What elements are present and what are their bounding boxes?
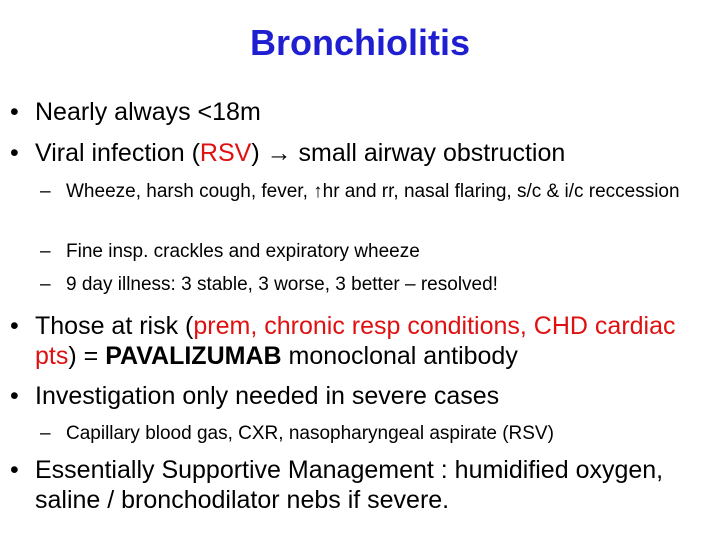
sub-bullet-illness-course [40,274,710,296]
bullet-mark: • [10,98,19,126]
highlight-risk-groups: prem, chronic resp conditions, CHD cardiac pts [35,312,676,370]
sub-mark: – [40,423,51,444]
bullet-mark: • [10,456,19,484]
bullet-mark: • [10,382,19,410]
bullet-text-mid: ) = [68,342,106,370]
sub-text: Capillary blood gas, CXR, nasopharyngeal aspirate (RSV) [66,423,554,444]
bullet-at-risk [10,311,710,371]
sub-mark: – [40,241,51,262]
sub-text: Fine insp. crackles and expiratory wheeze [66,241,420,262]
bullet-text: Investigation only needed in severe cases [35,382,500,410]
bullet-text: Essentially Supportive Management : humidified oxygen, saline / bronchodilator nebs if severe. [35,456,664,514]
bullet-text-pre: Viral infection ( [35,139,200,167]
bullet-management [10,455,690,515]
bullet-text: Nearly always <18m [35,98,261,126]
bullet-mark: • [10,139,19,167]
bullet-text [35,311,710,371]
highlight-rsv: RSV [199,139,252,167]
sub-mark: – [40,181,51,202]
bullet-text-pre: Those at risk ( [35,312,194,340]
bullet-investigation [10,381,710,411]
drug-name: PAVALIZUMAB [105,342,282,370]
sub-bullet-symptoms [40,181,710,203]
bullet-mark: • [10,312,19,340]
bullet-text-post: monoclonal antibody [281,342,518,370]
bullet-text-post: ) → small airway obstruction [251,139,566,167]
sub-bullet-crackles [40,241,710,263]
sub-text: Wheeze, harsh cough, fever, ↑hr and rr, nasal flaring, s/c & i/c reccession [66,181,680,202]
bullet-age [10,97,710,127]
slide-title: Bronchiolitis [249,22,470,63]
sub-text: 9 day illness: 3 stable, 3 worse, 3 better – resolved! [66,274,498,295]
bullet-viral-infection [10,138,710,168]
sub-mark: – [40,274,51,295]
bullet-text [35,138,710,168]
sub-bullet-tests [40,423,710,445]
